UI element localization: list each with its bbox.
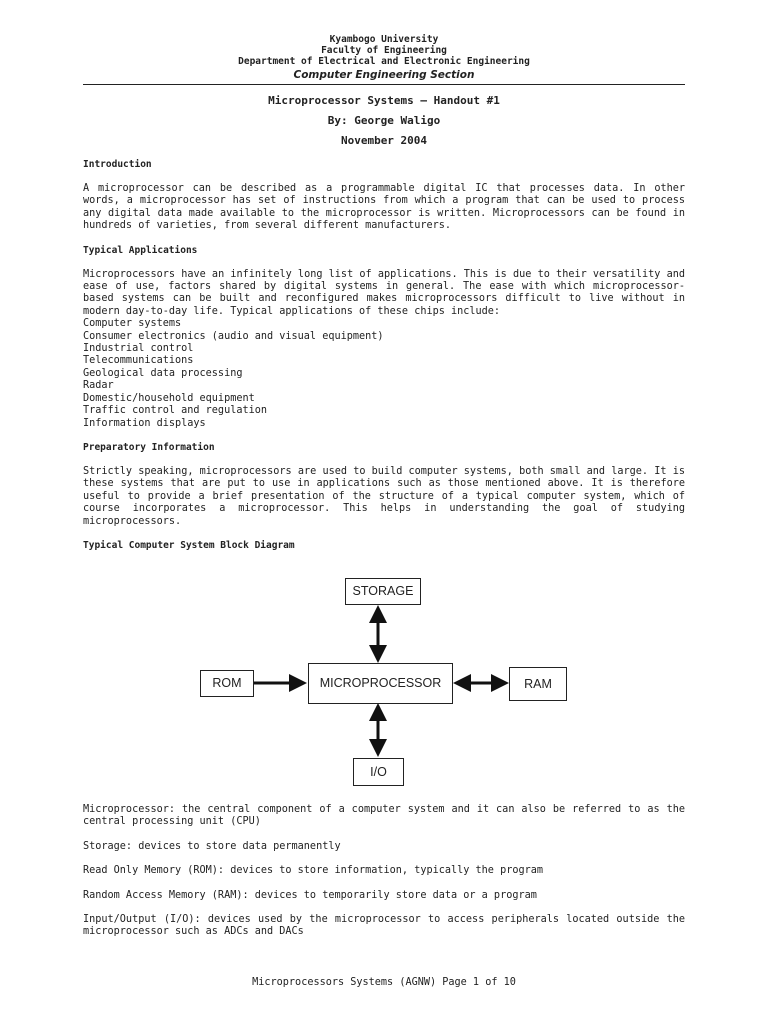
document-date: November 2004 <box>340 134 428 147</box>
list-item: Radar <box>83 380 114 392</box>
rom-block: ROM <box>200 670 254 697</box>
document-author: By: George Waligo <box>327 114 441 127</box>
list-item: Consumer electronics (audio and visual equipment) <box>83 330 384 342</box>
definition-rom: Read Only Memory (ROM): devices to store information, typically the program <box>83 865 544 877</box>
page-footer: Microprocessors Systems (AGNW) Page 1 of 10 <box>252 977 516 988</box>
intro-paragraph: A microprocessor can be described as a programmable digital IC that processes data. In other words, a microprocessor has set of instructions from which a program that can be used to process any digital data made available to the microprocessor is written. Microprocessors can be found in hundreds of varieties, from several different manufacturers. <box>83 183 685 232</box>
microprocessor-block: MICROPROCESSOR <box>308 663 453 704</box>
list-item: Information displays <box>83 417 206 429</box>
definition-storage: Storage: devices to store data permanently <box>83 840 341 852</box>
university-name: Kyambogo University <box>329 34 439 45</box>
definitions-list <box>83 804 685 939</box>
list-item: Geological data processing <box>83 367 243 379</box>
block-diagram <box>83 564 685 796</box>
faculty-name: Faculty of Engineering <box>321 45 447 56</box>
document-page <box>83 0 685 939</box>
io-block: I/O <box>353 758 404 786</box>
header-divider <box>83 84 685 85</box>
definition-io: Input/Output (I/O): devices used by the microprocessor to access peripherals located outside the microprocessor such as ADCs and DACs <box>83 913 685 938</box>
definition-microprocessor: Microprocessor: the central component of a computer system and it can also be referred to as the central processing unit (CPU) <box>83 803 685 828</box>
diagram-heading: Typical Computer System Block Diagram <box>83 539 295 551</box>
storage-block: STORAGE <box>345 578 421 605</box>
applications-heading: Typical Applications <box>83 244 198 256</box>
preparatory-paragraph: Strictly speaking, microprocessors are used to build computer systems, both small and large. It is these systems that are put to use in applications such as those mentioned above. It is therefore useful to provide a brief presentation of the structure of a typical computer system, which of course incorporates a microprocessor. This helps in understanding the goal of studying microprocessors. <box>83 465 685 527</box>
section-name: Computer Engineering Section <box>293 69 475 81</box>
list-item: Domestic/household equipment <box>83 392 255 404</box>
applications-list <box>83 318 685 430</box>
applications-paragraph: Microprocessors have an infinitely long list of applications. This is due to their versatility and ease of use, factors shared by digital systems in general. The ease with which microprocessor-based systems can be built and reconfigured makes microprocessors difficult to live without in modern day-to-day life. Typical applications of these chips include: <box>83 268 685 317</box>
list-item: Traffic control and regulation <box>83 405 268 417</box>
list-item: Computer systems <box>83 318 182 330</box>
department-name: Department of Electrical and Electronic Engineering <box>238 56 530 67</box>
list-item: Telecommunications <box>83 355 194 367</box>
definition-ram: Random Access Memory (RAM): devices to temporarily store data or a program <box>83 889 537 901</box>
preparatory-heading: Preparatory Information <box>83 441 215 453</box>
intro-heading: Introduction <box>83 159 152 170</box>
document-title: Microprocessor Systems – Handout #1 <box>268 94 500 107</box>
list-item: Industrial control <box>83 343 194 355</box>
ram-block: RAM <box>509 667 567 701</box>
